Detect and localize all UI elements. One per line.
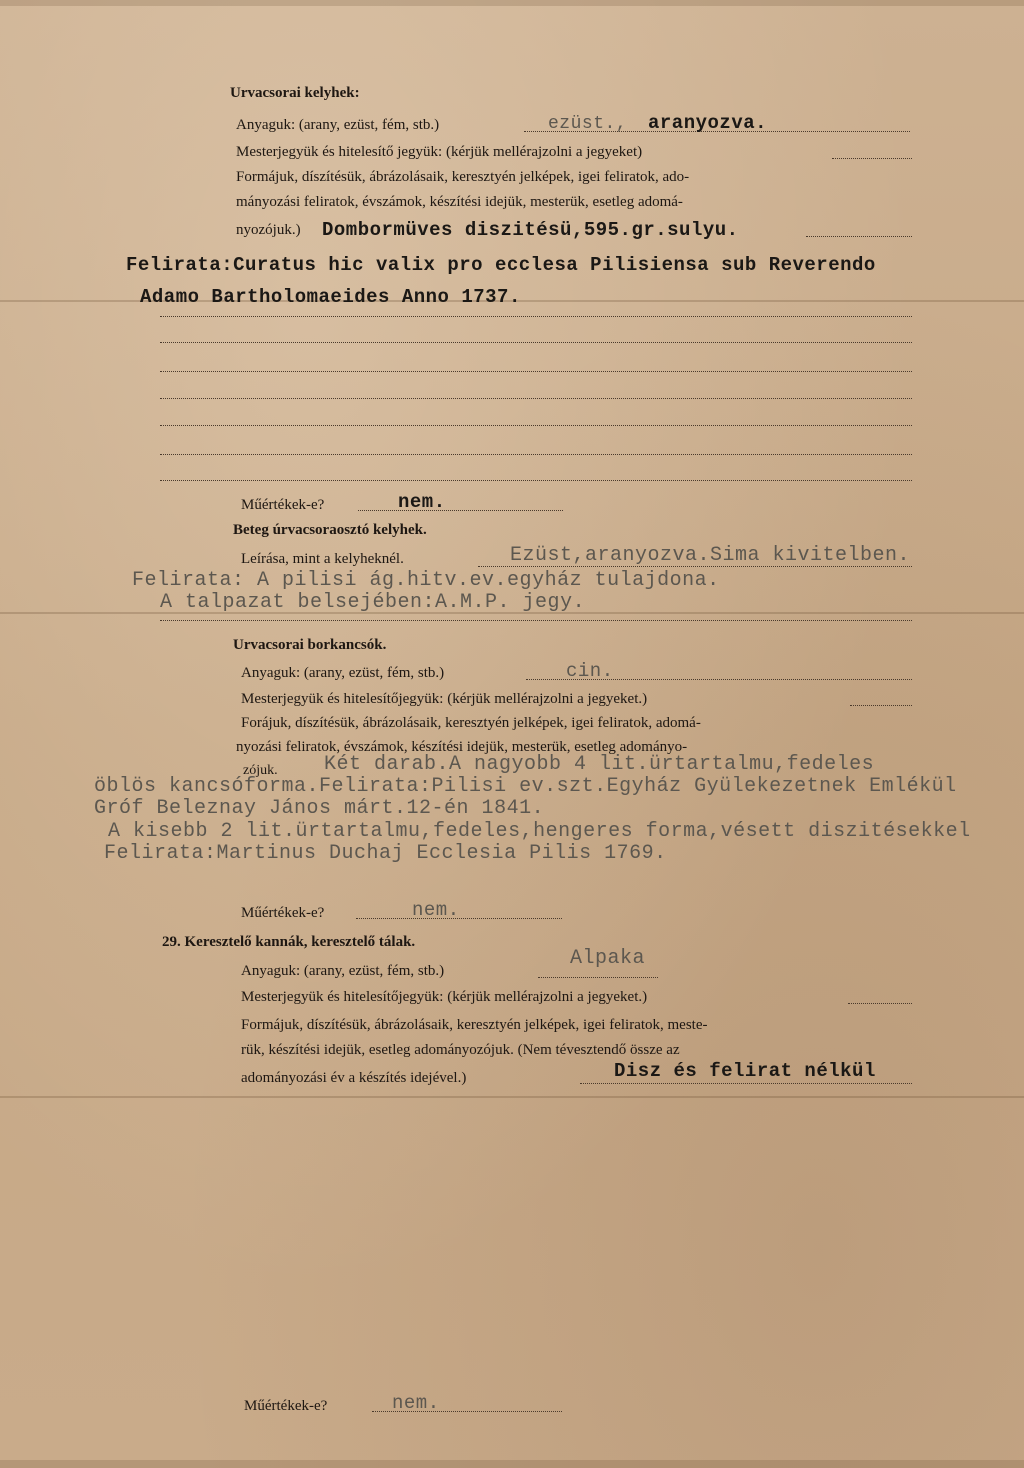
marks-label: Mesterjegyük és hitelesítőjegyük: (kérjük mellérajzolni a jegyeket.) [241, 691, 648, 707]
form-line: Formájuk, díszítésük, ábrázolásaik, keresztyén jelképek, igei feliratok, meste- [241, 1017, 708, 1033]
empty-line [160, 342, 912, 343]
inscription-line: Felirata:Curatus hic valix pro ecclesa Pilisiensa sub Reverendo [126, 254, 876, 276]
form-line: nyozási feliratok, évszámok, készítési idejük, mesterük, esetleg adományo- [236, 739, 688, 755]
paper-fold [0, 1096, 1024, 1098]
empty-line [160, 316, 912, 317]
form-line: mányozási feliratok, évszámok, készítési idejük, mesterük, esetleg adomá- [236, 194, 683, 210]
dotted-line [806, 236, 912, 237]
material-label: Anyaguk: (arany, ezüst, fém, stb.) [241, 665, 445, 681]
form-value: Disz és felirat nélkül [614, 1060, 876, 1082]
empty-line [160, 480, 912, 481]
empty-line [160, 620, 912, 621]
marks-label: Mesterjegyük és hitelesítő jegyük: (kérjük mellérajzolni a jegyeket) [236, 144, 643, 160]
material-value: Alpaka [570, 947, 646, 970]
dotted-line [580, 1083, 912, 1084]
art-label: Műértékek-e? [241, 497, 325, 513]
form-line: Forájuk, díszítésük, ábrázolásaik, keresztyén jelképek, igei feliratok, adomá- [241, 715, 701, 731]
material-value-gilded: aranyozva. [648, 112, 768, 134]
inscription-line: Felirata: A pilisi ág.hitv.ev.egyház tulajdona. [132, 569, 720, 592]
description-line: öblös kancsóforma.Felirata:Pilisi ev.szt.Egyház Gyülekezetnek Emlékül [94, 775, 957, 798]
art-label: Műértékek-e? [244, 1398, 328, 1414]
form-value: Dombormüves diszitésü,595.gr.sulyu. [322, 219, 739, 241]
empty-line [160, 454, 912, 455]
description-label: Leírása, mint a kelyheknél. [241, 551, 404, 567]
art-value: nem. [412, 899, 460, 921]
section-heading: 29. Keresztelő kannák, keresztelő tálak. [162, 934, 416, 950]
paper-edge [0, 0, 1024, 6]
material-value: cin. [566, 660, 614, 682]
dotted-line [538, 977, 658, 978]
dotted-line [850, 705, 912, 706]
material-label: Anyaguk: (arany, ezüst, fém, stb.) [236, 117, 440, 133]
section-heading: Urvacsorai borkancsók. [233, 637, 387, 653]
material-label: Anyaguk: (arany, ezüst, fém, stb.) [241, 963, 445, 979]
description-line: Két darab.A nagyobb 4 lit.ürtartalmu,fedeles [324, 753, 875, 776]
empty-line [160, 425, 912, 426]
art-value: nem. [392, 1392, 440, 1414]
form-line: adományozási év a készítés idejével.) [241, 1070, 467, 1086]
description-value: Ezüst,aranyozva.Sima kivitelben. [510, 544, 911, 567]
dotted-line [848, 1003, 912, 1004]
form-line: rük, készítési idejük, esetleg adományozójuk. (Nem tévesztendő össze az [241, 1042, 680, 1058]
description-line: Gróf Beleznay János márt.12-én 1841. [94, 797, 545, 820]
inscription-line: Adamo Bartholomaeides Anno 1737. [140, 286, 521, 308]
description-line: A kisebb 2 lit.ürtartalmu,fedeles,hengeres forma,vésett diszitésekkel [108, 820, 971, 843]
empty-line [160, 371, 912, 372]
form-line: Formájuk, díszítésük, ábrázolásaik, keresztyén jelképek, igei feliratok, ado- [236, 169, 690, 185]
form-line: zójuk. [243, 763, 278, 778]
description-line: Felirata:Martinus Duchaj Ecclesia Pilis 1769. [104, 842, 667, 865]
section-heading: Beteg úrvacsoraosztó kelyhek. [233, 522, 427, 538]
empty-line [160, 398, 912, 399]
section-heading: Urvacsorai kelyhek: [230, 85, 360, 101]
art-value: nem. [398, 491, 446, 513]
inscription-line: A talpazat belsejében:A.M.P. jegy. [160, 591, 586, 614]
form-line: nyozójuk.) [236, 222, 301, 238]
paper-edge [0, 1460, 1024, 1468]
marks-label: Mesterjegyük és hitelesítőjegyük: (kérjük mellérajzolni a jegyeket.) [241, 989, 648, 1005]
art-label: Műértékek-e? [241, 905, 325, 921]
material-value: ezüst., [548, 114, 628, 134]
dotted-line [358, 510, 563, 511]
dotted-line [832, 158, 912, 159]
